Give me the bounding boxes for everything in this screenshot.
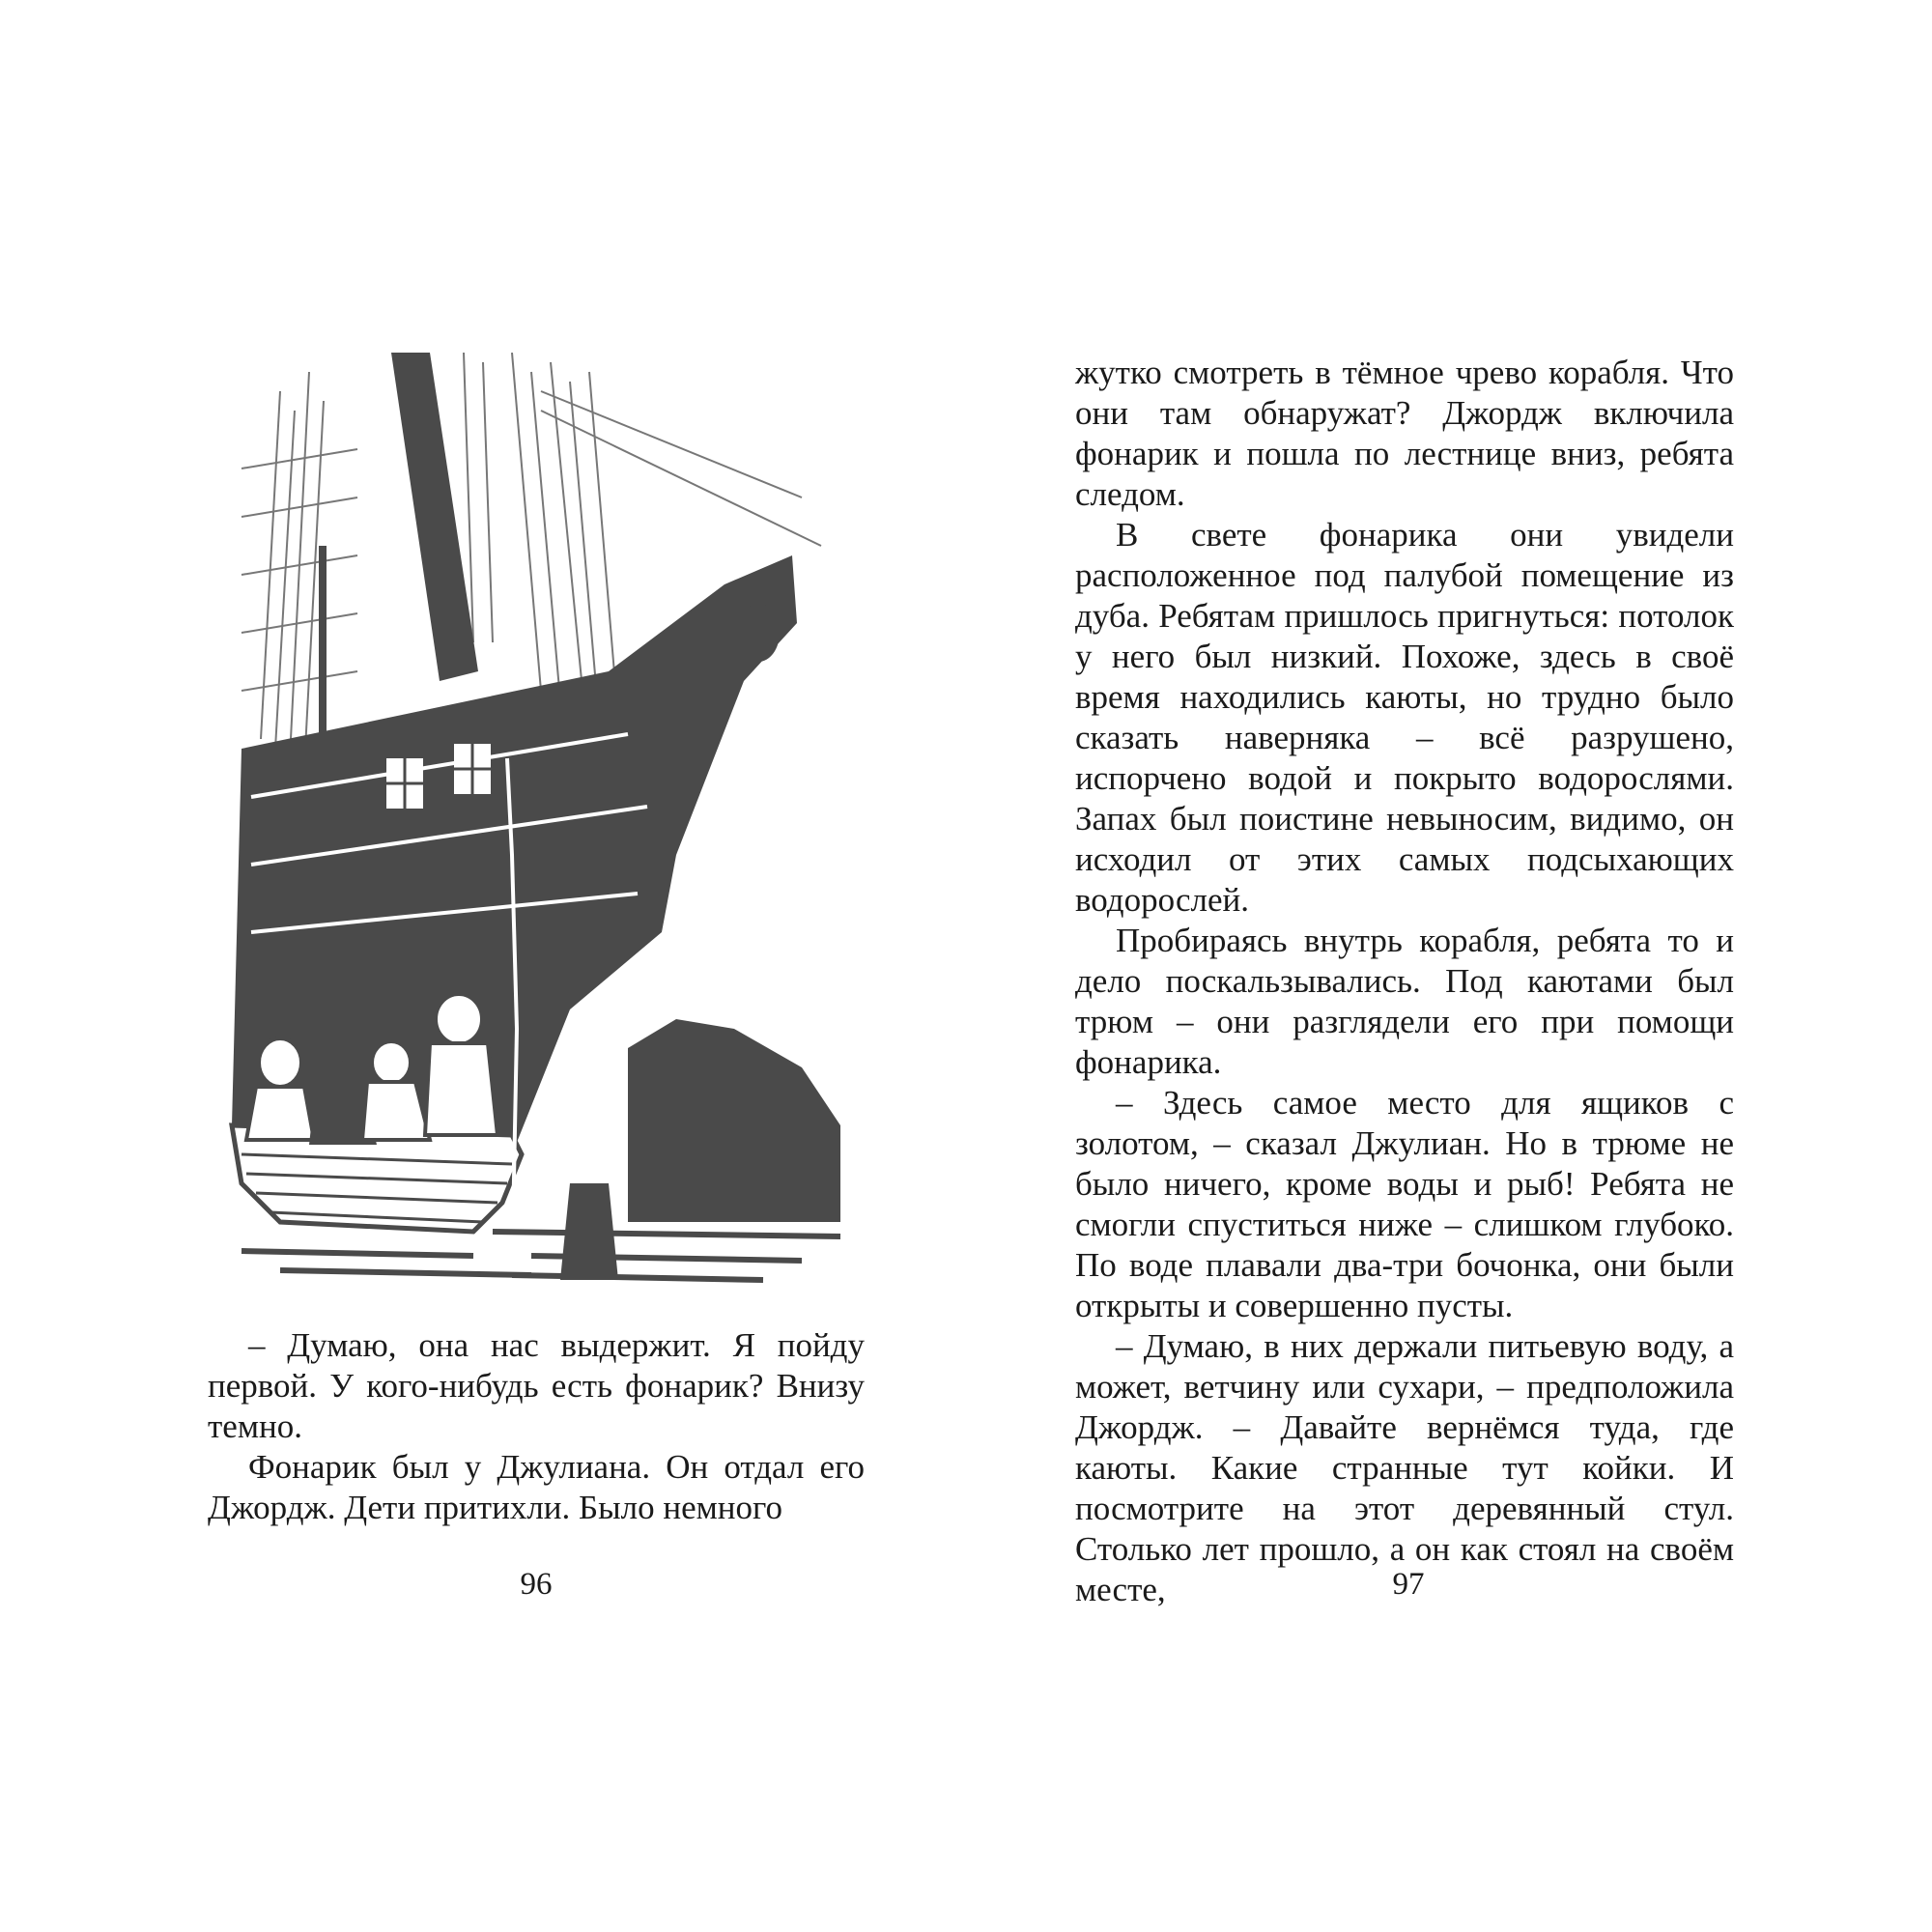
paragraph: В свете фонарика они увидели расположенное под палубой помещение из дуба. Ребятам пришлось пригнуться: потолок у него был низкий. Похоже, здесь в своё время находились каюты, но трудно было сказать наверняка – всё разрушено, испорчено водой и покрыто водорослями. Запах был поистине невыносим, видимо, он исходил от этих самых подсыхающих водорослей. <box>1075 516 1734 919</box>
paragraph: жутко смотреть в тёмное чрево корабля. Что они там обнаружат? Джордж включила фонарик и пошла по лестнице вниз, ребята следом. <box>1075 354 1734 513</box>
ship-illustration <box>222 353 860 1294</box>
right-page-text <box>1075 353 1734 1610</box>
paragraph: – Думаю, в них держали питьевую воду, а может, ветчину или сухари, – предположила Джордж. – Давайте вернёмся туда, где каюты. Какие странные тут койки. И посмотрите на этот деревянный стул. Столько лет прошло, а он как стоял на своём месте, <box>1075 1327 1734 1608</box>
left-page-text <box>208 1325 865 1528</box>
page-number: 96 <box>520 1567 553 1602</box>
paragraph: – Здесь самое место для ящиков с золотом, – сказал Джулиан. Но в трюме не было ничего, кроме воды и рыб! Ребята не смогли спуститься ниже – слишком глубоко. По воде плавали два-три бочонка, они были открыты и совершенно пусты. <box>1075 1084 1734 1324</box>
paragraph: Фонарик был у Джулиана. Он отдал его Джордж. Дети притихли. Было немного <box>208 1448 865 1526</box>
ship-and-rowboat-icon <box>222 353 860 1294</box>
paragraph: – Думаю, она нас выдержит. Я пойду первой. У кого-нибудь есть фонарик? Внизу темно. <box>208 1326 865 1445</box>
paragraph: Пробираясь внутрь корабля, ребята то и дело поскальзывались. Под каютами был трюм – они разглядели его при помощи фонарика. <box>1075 922 1734 1081</box>
right-page <box>966 0 1932 1932</box>
page-number: 97 <box>1392 1567 1425 1602</box>
